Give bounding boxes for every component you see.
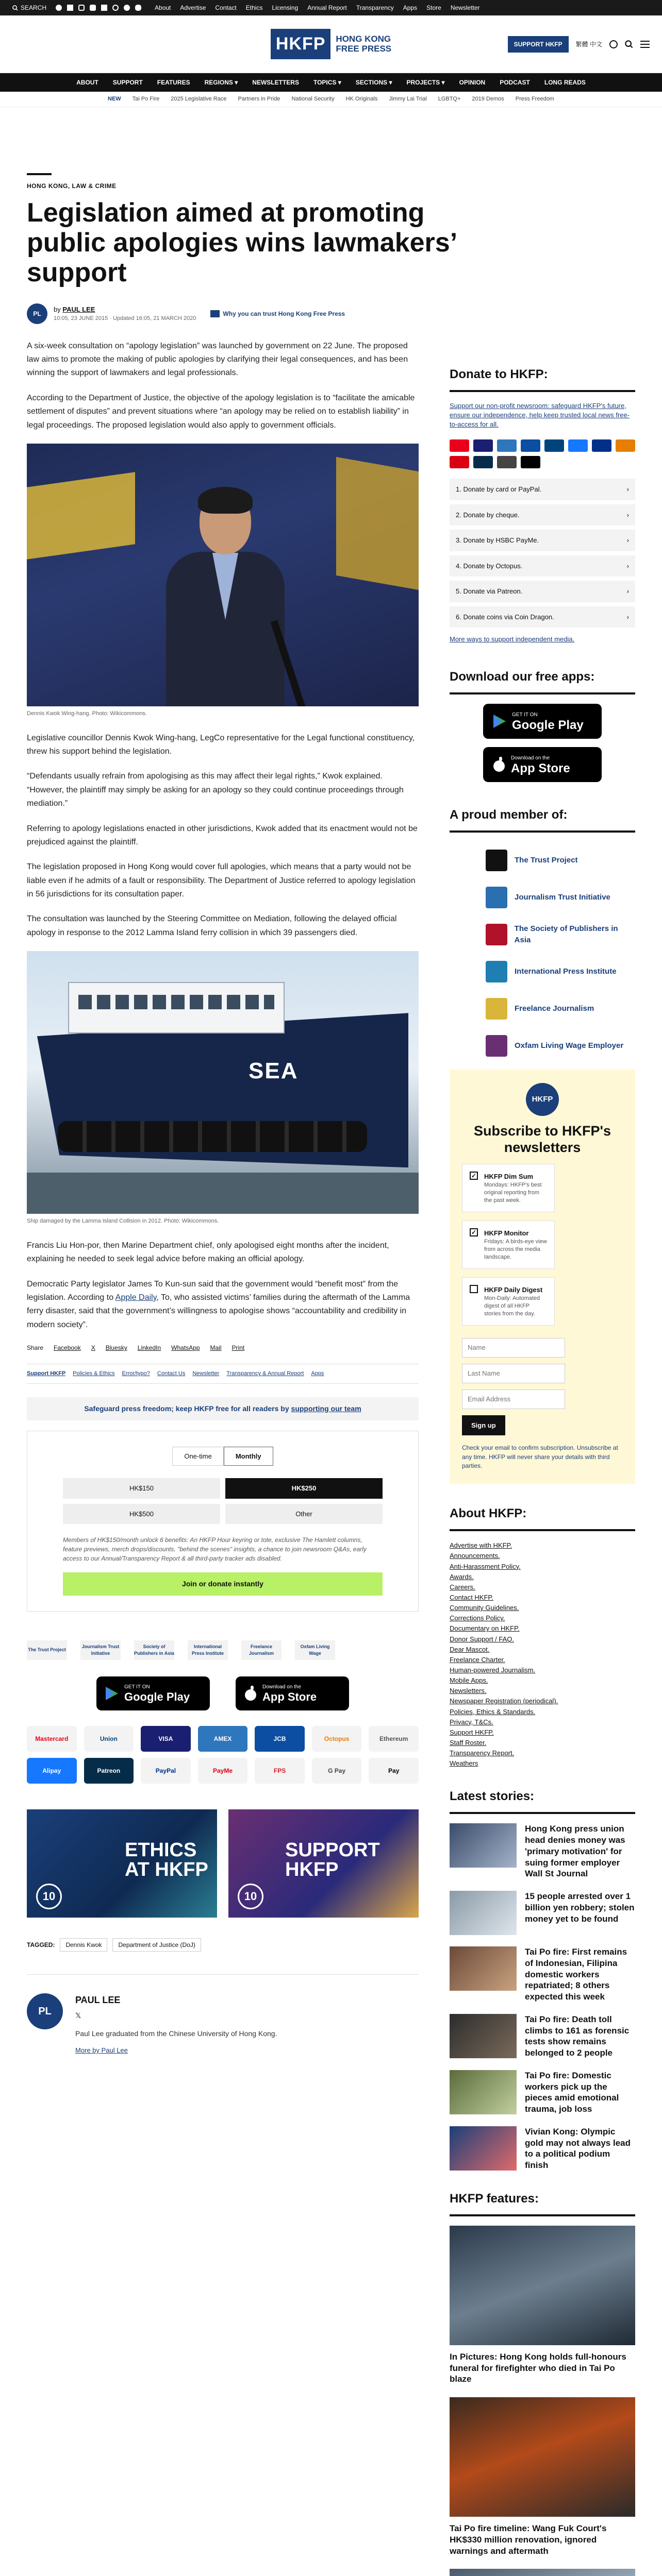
facebook-icon[interactable] [56,5,62,11]
jti-icon [486,887,507,908]
topbar-newsletter[interactable]: Newsletter [450,4,480,11]
article-paragraph: According to the Department of Justice, the objective of the apology legislation is to “facilitate the amicable settlement of disputes” and prevent situations where “an apology may be relied on to establish liability” in legal proceedings. The proposed legislation would also apply to government officials. [27,393,415,430]
newsletter-option-dim-sum[interactable]: ✓ HKFP Dim Sum Mondays: HKFP's best original reporting from the past week. [462,1164,555,1212]
visa-icon: VISA [141,1726,191,1752]
member-logos [450,842,635,1064]
trending-link[interactable]: Press Freedom [515,96,554,103]
social-icons [56,5,141,11]
topbar-contact[interactable]: Contact [215,4,237,11]
freq-monthly[interactable]: Monthly [224,1447,273,1466]
trust-project-icon [486,850,507,871]
amex-icon: AMEX [198,1726,248,1752]
apple-icon [244,1686,257,1701]
member-benefits-note: Members of HK$150/month unlock 6 benefits: An HKFP Hour keyring or tote, exclusive The Hamlett columns, feature previews, merch drops/discounts, "behind the scenes" insights, a chance to join newsroom Q&As, early access to our Annual/Transparency Report & all third-party tracker ads disabled. [63,1536,367,1563]
oxfam-icon [486,1035,507,1057]
share-bluesky[interactable]: Bluesky [105,1344,127,1352]
story-thumbnail [450,2014,517,2058]
donate-option[interactable]: 2. Donate by cheque. › [450,504,635,526]
nav-podcast[interactable]: PODCAST [500,79,530,86]
share-x[interactable]: X [91,1344,95,1352]
about-link[interactable]: Policies, Ethics & Standards. [450,1707,536,1716]
alipay-icon [568,439,588,452]
share-bar [27,1343,419,1352]
checkbox[interactable]: ✓ [470,1228,478,1236]
about-link[interactable]: Corrections Policy. [450,1614,505,1622]
logo-wordmark: HONG KONG FREE PRESS [336,33,392,54]
about-link[interactable]: Mobile Apps. [450,1676,488,1685]
newsletter-title: Subscribe to HKFP's newsletters [474,1123,611,1155]
sopa-logo[interactable]: The Society of Publishers in Asia [450,916,635,953]
trending-link[interactable]: 2025 Legislative Race [171,96,227,103]
site-header [0,15,662,73]
ship-hull-text: SEA [249,1058,299,1084]
author-avatar[interactable]: PL [27,303,47,324]
amount-other[interactable]: Other [225,1504,383,1524]
article-paragraph: Referring to apology legislations enacted in other jurisdictions, Kwok added that its enactment would not be prejudiced against the plaintiff. [27,824,418,846]
topbar-annual-report[interactable]: Annual Report [307,4,347,11]
paypal-icon: PayPal [141,1758,191,1784]
chevron-right-icon: › [626,511,629,519]
mastercard-icon: Mastercard [27,1726,77,1752]
jcb-icon: JCB [255,1726,305,1752]
latest-story[interactable]: Vivian Kong: Olympic gold may not always lead to a political podium finish [450,2126,635,2171]
ethics-promo[interactable]: ETHICS AT HKFP 10 [27,1809,217,1918]
trust-project-logo[interactable]: The Trust Project [450,842,635,879]
x-icon[interactable] [67,5,73,11]
trending-link[interactable]: 2019 Demos [472,96,504,103]
unionpay-icon [544,439,564,452]
apple-pay-icon [521,456,540,468]
patreon-icon [473,456,493,468]
chevron-right-icon: › [626,562,629,570]
jti-logo[interactable]: Journalism Trust Initiative [450,879,635,916]
share-print[interactable]: Print [231,1344,245,1352]
tags-label: TAGGED: [27,1941,55,1949]
support-hkfp-button[interactable]: SUPPORT HKFP [508,36,569,53]
about-link[interactable]: Announcements. [450,1552,500,1560]
topbar-about[interactable]: About [155,4,171,11]
article-title: Legislation aimed at promoting public apologies wins lawmakers’ support [27,198,456,288]
main-nav [0,73,662,92]
amex-icon [497,439,517,452]
amount-250[interactable]: HK$250 [225,1478,383,1499]
share-mail[interactable]: Mail [210,1344,222,1352]
sopa-icon [486,924,507,945]
donate-intro-link[interactable]: Support our non-profit newsroom: safeguard HKFP's future, ensure our independence, help keep trusted local news free-to-access for all. [450,401,630,429]
story-thumbnail [450,2070,517,2114]
topbar-advertise[interactable]: Advertise [180,4,206,11]
anniversary-badge: 10 [36,1884,62,1909]
nav-long-reads[interactable]: LONG READS [544,79,586,86]
why-trust-link[interactable]: Why you can trust Hong Kong Free Press [210,309,345,318]
freelance-logo[interactable]: Freelance Journalism [241,1640,282,1660]
about-links [450,1540,635,1769]
about-link[interactable]: Documentary on HKFP. [450,1624,520,1633]
apple-pay-icon: Pay [369,1758,419,1784]
trust-project-logo[interactable]: The Trust Project [27,1640,67,1660]
about-link[interactable]: Advertise with HKFP. [450,1541,512,1550]
support-links [27,1364,419,1384]
topbar-transparency[interactable]: Transparency [356,4,394,11]
donate-option[interactable]: 1. Donate by card or PayPal. › [450,479,635,500]
freq-one-time[interactable]: One-time [172,1447,223,1466]
features-heading: HKFP features: [450,2190,635,2216]
more-by-author-link[interactable]: More by Paul Lee [75,2046,128,2055]
more-ways-link[interactable]: More ways to support independent media. [450,635,575,643]
sign-up-button[interactable]: Sign up [462,1415,505,1436]
latest-story[interactable]: Tai Po fire: First remains of Indonesian, Filipina domestic workers repatriated; 8 others expected this week [450,1946,635,2003]
sidebar [450,340,635,2576]
checkbox[interactable] [470,1285,478,1293]
about-link[interactable]: Contact HKFP. [450,1594,494,1602]
nav-projects[interactable]: PROJECTS ▾ [406,79,445,86]
threads-icon[interactable] [112,5,119,11]
article-dates: 10:05, 23 JUNE 2015 · Updated 16:05, 21 MARCH 2020 [54,315,196,322]
sopa-logo[interactable]: Society of Publishers in Asia [134,1640,174,1660]
telegram-icon[interactable] [124,5,130,11]
membership-logos [27,1640,419,1660]
story-thumbnail [450,1891,517,1935]
story-thumbnail [450,1823,517,1868]
utility-bar [0,0,662,15]
freelance-logo[interactable]: Freelance Journalism [450,990,635,1027]
search-icon [12,5,18,11]
feature-story[interactable]: Tai Po fire timeline: Wang Fuk Court's HK$330 million renovation, ignored warnings and aftermath [450,2397,635,2556]
trust-icon [210,310,220,317]
last-name-input[interactable] [462,1364,565,1383]
freelance-icon [486,998,507,1020]
app-store-button[interactable]: Download on the App Store [483,747,602,782]
article-body [27,340,419,2576]
donate-option[interactable]: 3. Donate by HSBC PayMe. › [450,530,635,551]
trending-link[interactable]: HK Originals [345,96,378,103]
about-link[interactable]: Human-powered Journalism. [450,1666,536,1674]
photo-caption: Dennis Kwok Wing-hang. Photo: Wikicommons. [27,710,147,717]
tag-doj[interactable]: Department of Justice (DoJ) [112,1938,201,1952]
article-paragraph: The legislation proposed in Hong Kong would cover full apologies, which means that a party would not be liable even if he admits of a fault or responsibility. The Department of Justice referred to apology legislation in 56 jurisdictions for its consultation paper. [27,862,416,899]
ipi-icon [486,961,507,982]
chevron-right-icon: › [626,613,629,621]
visa-icon [473,439,493,452]
apps-link[interactable]: Apps [311,1370,324,1377]
donation-widget [27,1431,419,1612]
article-paragraph: A six-week consultation on “apology legislation” was launched by government on 22 June. The proposed law aims to promote the making of public apologies by clarifying their legal consequences, and has been winning the support of lawmakers and legal professionals. [27,341,408,378]
topbar-store[interactable]: Store [426,4,441,11]
x-icon[interactable]: 𝕏 [75,2011,81,2020]
amount-150[interactable]: HK$150 [63,1478,220,1499]
oxfam-logo[interactable]: Oxfam Living Wage [295,1640,335,1660]
google-play-button[interactable]: GET IT ON Google Play [96,1676,210,1710]
article-paragraph: The consultation was launched by the Steering Committee on Mediation, following the delayed official apology in response to the 2012 Lamma Island ferry collision in which 39 passengers died. [27,914,397,937]
language-switch[interactable]: 繁體 中文 [575,41,602,48]
header-rule [27,173,52,175]
paypal-icon [592,439,611,452]
google-play-button[interactable]: GET IT ON Google Play [483,704,602,739]
about-link[interactable]: Awards. [450,1572,474,1581]
hkfp-badge: HKFP [526,1083,559,1116]
apple-icon [492,757,506,772]
donate-heading: Donate to HKFP: [450,365,635,392]
card-icons [450,439,635,468]
trending-link[interactable]: Partners in Pride [238,96,280,103]
donate-options [450,479,635,628]
latest-heading: Latest stories: [450,1787,635,1814]
apps-heading: Download our free apps: [450,668,635,694]
about-link[interactable]: Support HKFP. [450,1728,494,1736]
sidebar-app-buttons [450,704,635,782]
nav-sections[interactable]: SECTIONS ▾ [355,79,392,86]
nav-regions[interactable]: REGIONS ▾ [204,79,238,86]
about-link[interactable]: Weathers [450,1759,478,1768]
header-actions [508,36,650,53]
search-link[interactable]: SEARCH [12,3,46,12]
topbar-apps[interactable]: Apps [403,4,418,11]
ipi-logo[interactable]: International Press Institute [188,1640,228,1660]
about-heading: About HKFP: [450,1504,635,1531]
apple-daily-link[interactable]: Apple Daily [115,1293,157,1302]
checkbox[interactable]: ✓ [470,1172,478,1180]
app-download-row [27,1676,419,1710]
newsletter-option-daily-digest[interactable]: HKFP Daily Digest Mon-Daily: Automated digest of all HKFP stories from the day. [462,1277,555,1326]
latest-story[interactable]: Tai Po fire: Death toll climbs to 161 as forensic tests show remains belonged to 2 people [450,2014,635,2059]
trending-link[interactable]: National Security [291,96,335,103]
site-logo[interactable] [271,29,391,59]
fps-icon: FPS [255,1758,305,1784]
donate-option[interactable]: 4. Donate by Octopus. › [450,555,635,577]
jti-logo[interactable]: Journalism Trust Initiative [80,1640,121,1660]
menu-icon[interactable] [640,41,650,48]
about-link[interactable]: Transparency Report. [450,1749,515,1757]
author-box [27,1974,419,2056]
about-link[interactable]: Newspaper Registration (periodical). [450,1697,558,1705]
newsletter-note: Check your email to confirm subscription. Unsubscribe at any time. HKFP will never share your details with third parties. [462,1444,618,1469]
story-thumbnail [450,2126,517,2171]
feature-image [450,2397,635,2517]
about-link[interactable]: Donor Support / FAQ. [450,1635,515,1643]
alipay-icon: Alipay [27,1758,77,1784]
mastercard-icon [450,439,469,452]
play-store-icon [105,1686,119,1701]
payme-icon [450,456,469,468]
topbar-licensing[interactable]: Licensing [272,4,299,11]
author-bio: Paul Lee graduated from the Chinese University of Hong Kong. [75,2029,277,2038]
policies-link[interactable]: Policies & Ethics [73,1370,115,1377]
youtube-icon[interactable] [90,5,96,11]
article-figure [27,951,419,1226]
author-avatar[interactable]: PL [27,1993,63,2029]
chevron-right-icon: › [626,485,629,494]
donate-button[interactable]: Join or donate instantly [63,1572,383,1596]
octopus-icon [616,439,635,452]
article-header [27,107,635,324]
payment-methods [27,1726,419,1784]
content-columns [27,340,635,2576]
member-heading: A proud member of: [450,806,635,833]
feature-story[interactable]: In Pictures: Hong Kong holds full-honours funeral for firefighter who died in Tai Po blaze [450,2226,635,2385]
donate-option[interactable]: 5. Donate via Patreon. › [450,581,635,602]
contact-link[interactable]: Contact Us [157,1370,186,1377]
promo-banners [27,1809,419,1918]
donate-option[interactable]: 6. Donate coins via Coin Dragon. › [450,606,635,628]
share-whatsapp[interactable]: WhatsApp [171,1344,200,1352]
about-link[interactable]: Privacy, T&Cs. [450,1718,493,1726]
email-input[interactable] [462,1389,565,1409]
about-link[interactable]: Anti-Harassment Policy. [450,1562,521,1570]
nav-opinion[interactable]: OPINION [459,79,486,86]
feature-image [450,2569,635,2576]
error-link[interactable]: Error/typo? [122,1370,150,1377]
logo-mark: HKFP [271,29,331,59]
trending-link[interactable]: LGBTQ+ [438,96,461,103]
patreon-icon: Patreon [84,1758,134,1784]
amount-500[interactable]: HK$500 [63,1504,220,1524]
feature-story[interactable] [450,2569,635,2576]
nav-topics[interactable]: TOPICS ▾ [313,79,341,86]
trending-link[interactable]: Tai Po Fire [132,96,160,103]
support-team-link[interactable]: supporting our team [291,1404,361,1413]
jcb-icon [521,439,540,452]
photo-dennis-kwok[interactable] [27,444,419,706]
chevron-right-icon: › [626,536,629,545]
topbar-ethics[interactable]: Ethics [245,4,263,11]
article-paragraph: “Defendants usually refrain from apologising as this may affect their legal rights,” Kwok explained. “However, the plaintiff may simply be asking for an apology so they could continue proceedings through mediation.” [27,772,404,808]
nav-features[interactable]: FEATURES [157,79,190,86]
support-promo[interactable]: SUPPORT HKFP 10 [228,1809,419,1918]
author-name[interactable]: PAUL LEE [75,1995,121,2006]
google-pay-icon [497,456,517,468]
oxfam-logo[interactable]: Oxfam Living Wage Employer [450,1027,635,1064]
nav-about[interactable]: ABOUT [76,79,98,86]
article-category[interactable]: HONG KONG, LAW & CRIME [27,182,117,190]
about-link[interactable]: Freelance Charter. [450,1655,505,1664]
google-pay-icon: G Pay [312,1758,362,1784]
about-link[interactable]: Careers. [450,1583,475,1591]
latest-story[interactable]: Tai Po fire: Domestic workers pick up the pieces amid emotional trauma, job loss [450,2070,635,2115]
trending-link[interactable]: Jimmy Lai Trial [389,96,427,103]
article-paragraph: Legislative councillor Dennis Kwok Wing-hang, LegCo representative for the Legal functional constituency, threw his support behind the legislation. [27,733,415,756]
article-paragraph: Francis Liu Hon-por, then Marine Department chief, only apologised eight months after the incident, explaining he needed to seek legal advice before making an official apology. [27,1241,389,1264]
article-figure [27,444,419,718]
article-tags [27,1938,419,1952]
nav-support[interactable]: SUPPORT [112,79,143,86]
ethereum-icon: Ethereum [369,1726,419,1752]
nav-newsletters[interactable]: NEWSLETTERS [252,79,299,86]
about-link[interactable]: Dear Mascot. [450,1645,490,1653]
search-icon[interactable] [625,40,633,48]
chevron-right-icon: › [626,587,629,596]
newsletter-signup [450,1070,635,1484]
about-link[interactable]: Community Guidelines. [450,1604,519,1612]
new-label: NEW [108,96,121,103]
photo-caption: Ship damaged by the Lamma Island Collision in 2012. Photo: Wikicommons. [27,1218,219,1225]
latest-story[interactable]: 15 people arrested over 1 billion yen robbery; stolen money yet to be found [450,1891,635,1935]
safeguard-banner: Safeguard press freedom; keep HKFP free for all readers by supporting our team [27,1397,419,1420]
newsletter-option-monitor[interactable]: ✓ HKFP Monitor Fridays: A birds-eye view from across the media landscape. [462,1221,555,1269]
author-link[interactable]: PAUL LEE [62,305,95,313]
ipi-logo[interactable]: International Press Institute [450,953,635,990]
instagram-icon[interactable] [78,5,85,11]
photo-lamma-ship[interactable] [27,951,419,1214]
tag-dennis-kwok[interactable]: Dennis Kwok [60,1938,107,1952]
bluesky-icon[interactable] [135,5,141,11]
anniversary-badge: 10 [238,1884,263,1909]
unionpay-icon: Union [84,1726,134,1752]
share-facebook[interactable]: Facebook [54,1344,81,1352]
transparency-link[interactable]: Transparency & Annual Report [226,1370,304,1377]
octopus-icon: Octopus [312,1726,362,1752]
latest-story[interactable]: Hong Kong press union head denies money was 'primary motivation' for suing former employer Wall St Journal [450,1823,635,1879]
feature-image [450,2226,635,2345]
byline: PL by PAUL LEE 10:05, 23 JUNE 2015 · Updated 16:05, 21 MARCH 2020 Why you can trust Hong Kong Free Press [27,303,635,324]
app-store-button[interactable]: Download on the App Store [236,1676,349,1710]
frequency-toggle [40,1447,406,1466]
newsletter-link[interactable]: Newsletter [192,1370,220,1377]
support-hkfp-link[interactable]: Support HKFP [27,1370,66,1377]
article-paragraph: Democratic Party legislator James To Kun-sun said that the government would “benefit most” from the legislation. According to Apple Daily, To, who assisted victims’ families during the aftermath of the Lamma ferry disaster, said that the government’s willingness to apologise shows “accountability and credibility in modern society”. [27,1279,410,1329]
linkedin-icon[interactable] [101,5,107,11]
payme-icon: PayMe [198,1758,248,1784]
about-link[interactable]: Newsletters. [450,1687,487,1695]
user-icon[interactable] [609,40,618,48]
share-label: Share [27,1344,44,1352]
story-thumbnail [450,1946,517,1991]
about-link[interactable]: Staff Roster. [450,1738,487,1747]
play-store-icon [492,714,507,729]
trending-bar [0,92,662,107]
first-name-input[interactable] [462,1338,565,1358]
amount-options [63,1478,383,1524]
share-linkedin[interactable]: LinkedIn [137,1344,161,1352]
